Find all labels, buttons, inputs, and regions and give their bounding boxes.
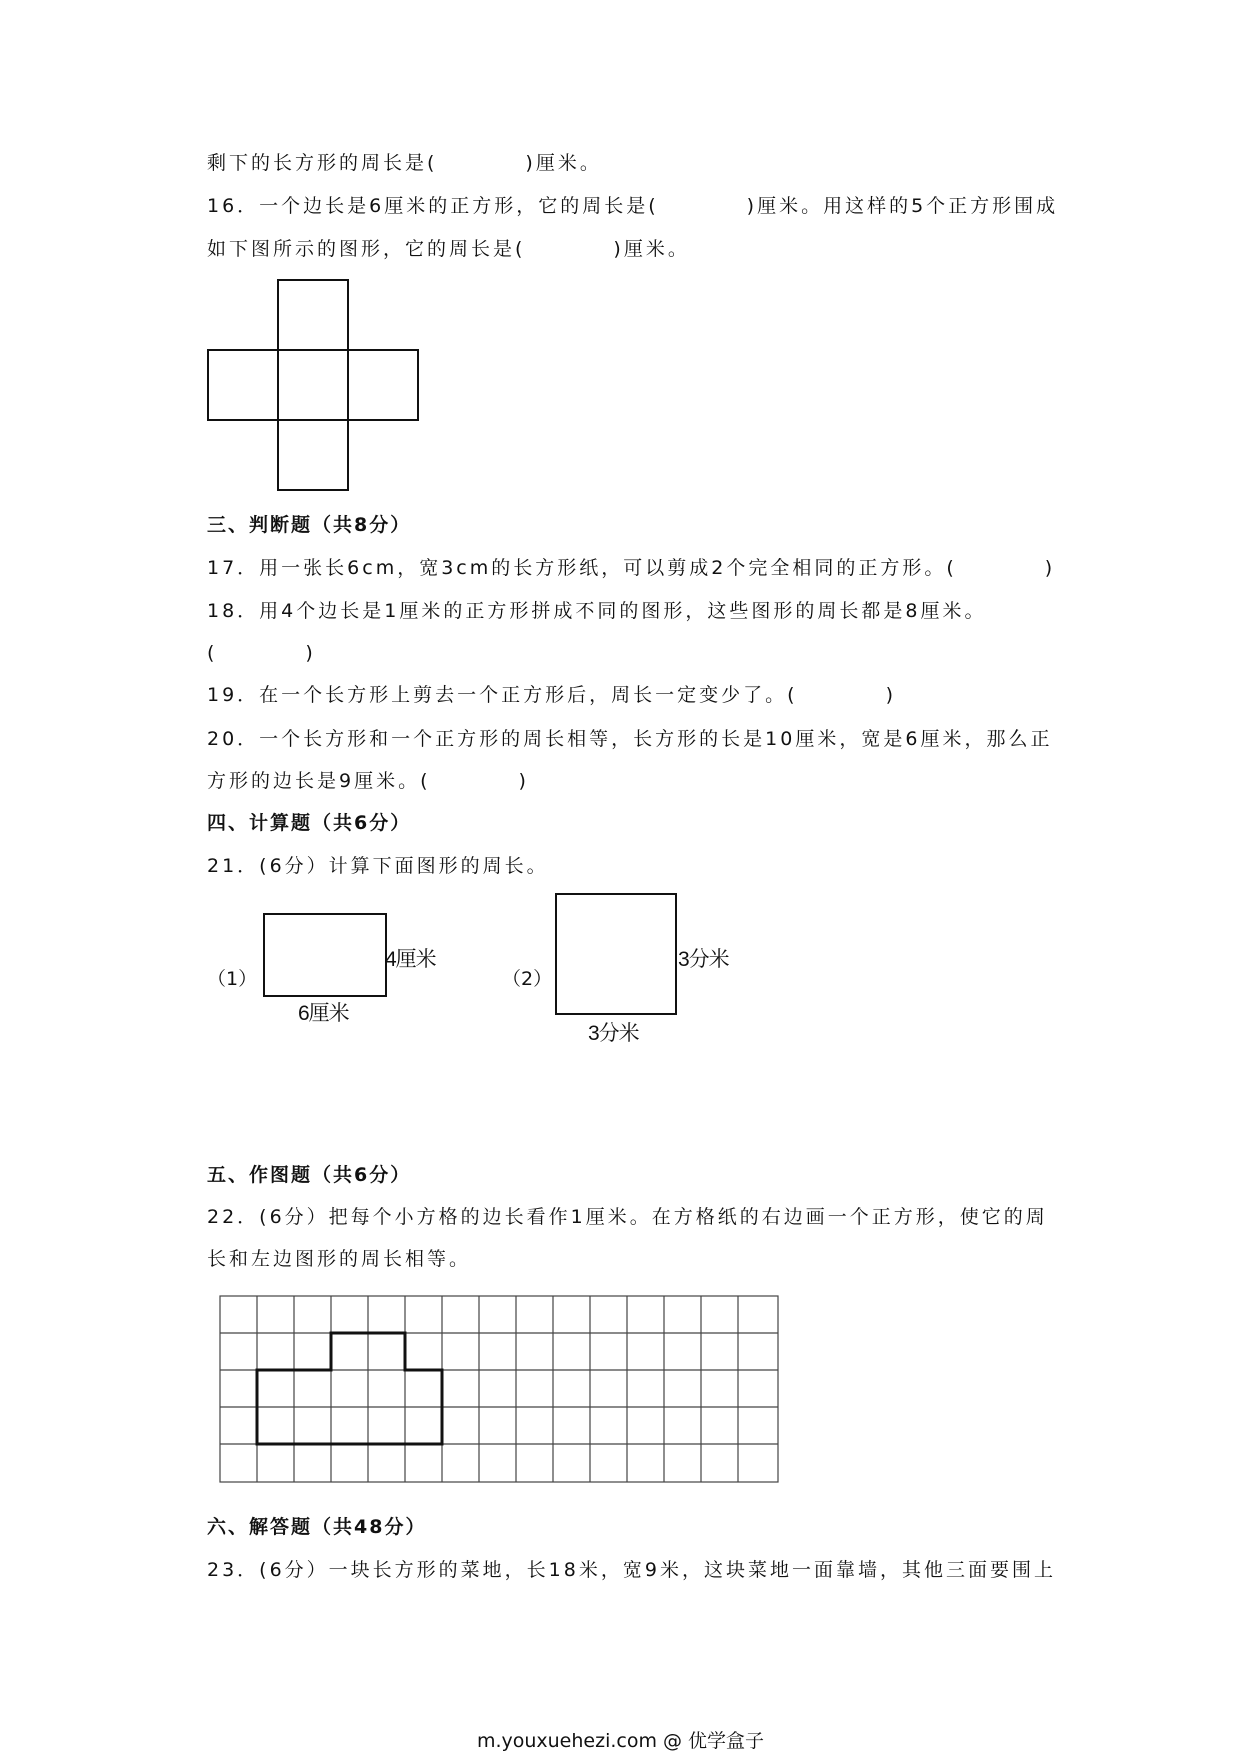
line-remaining-rectangle: 剩下的长方形的周长是( )厘米。 bbox=[207, 152, 602, 174]
question-17: 17．用一张长6cm，宽3cm的长方形纸，可以剪成2个完全相同的正方形。( ) bbox=[207, 557, 1056, 579]
grid-drawn-shape bbox=[257, 1333, 442, 1444]
section-4-heading: 四、计算题（共6分） bbox=[207, 812, 412, 834]
fig21-square-height-label: 3分米 bbox=[678, 948, 729, 971]
section-5-heading: 五、作图题（共6分） bbox=[207, 1164, 412, 1186]
question-20-line1: 20．一个长方形和一个正方形的周长相等，长方形的长是10厘米，宽是6厘米，那么正 bbox=[207, 728, 1053, 750]
question-18-line1: 18．用4个边长是1厘米的正方形拼成不同的图形，这些图形的周长都是8厘米。 bbox=[207, 600, 987, 622]
grid-paper bbox=[219, 1295, 781, 1485]
question-20-line2: 方形的边长是9厘米。( ) bbox=[207, 770, 529, 792]
question-16-line2: 如下图所示的图形，它的周长是( )厘米。 bbox=[207, 238, 690, 260]
question-23: 23．(6分）一块长方形的菜地，长18米，宽9米，这块菜地一面靠墙，其他三面要围上 bbox=[207, 1559, 1056, 1581]
question-22-line1: 22．(6分）把每个小方格的边长看作1厘米。在方格纸的右边画一个正方形，使它的周 bbox=[207, 1206, 1048, 1228]
question-18-answer-blank: ( ) bbox=[207, 642, 316, 664]
footer-watermark: m.youxuehezi.com @ 优学盒子 bbox=[476, 1730, 765, 1752]
fig21-square bbox=[555, 893, 677, 1015]
fig21-rectangle-height-label: 4厘米 bbox=[385, 948, 436, 971]
section-3-heading: 三、判断题（共8分） bbox=[207, 514, 412, 536]
fig21-rectangle bbox=[263, 913, 387, 997]
fig21-square-width-label: 3分米 bbox=[588, 1022, 639, 1045]
cross-shape-figure bbox=[206, 278, 422, 494]
question-16-line1: 16．一个边长是6厘米的正方形，它的周长是( )厘米。用这样的5个正方形围成 bbox=[207, 195, 1059, 217]
question-21: 21．(6分）计算下面图形的周长。 bbox=[207, 855, 549, 877]
fig21-part1-label: （1） bbox=[207, 968, 258, 990]
fig21-part2-label: （2） bbox=[502, 968, 553, 990]
question-22-line2: 长和左边图形的周长相等。 bbox=[207, 1248, 472, 1270]
question-19: 19．在一个长方形上剪去一个正方形后，周长一定变少了。( ) bbox=[207, 684, 897, 706]
fig21-rectangle-width-label: 6厘米 bbox=[298, 1002, 349, 1025]
section-6-heading: 六、解答题（共48分） bbox=[207, 1516, 427, 1538]
